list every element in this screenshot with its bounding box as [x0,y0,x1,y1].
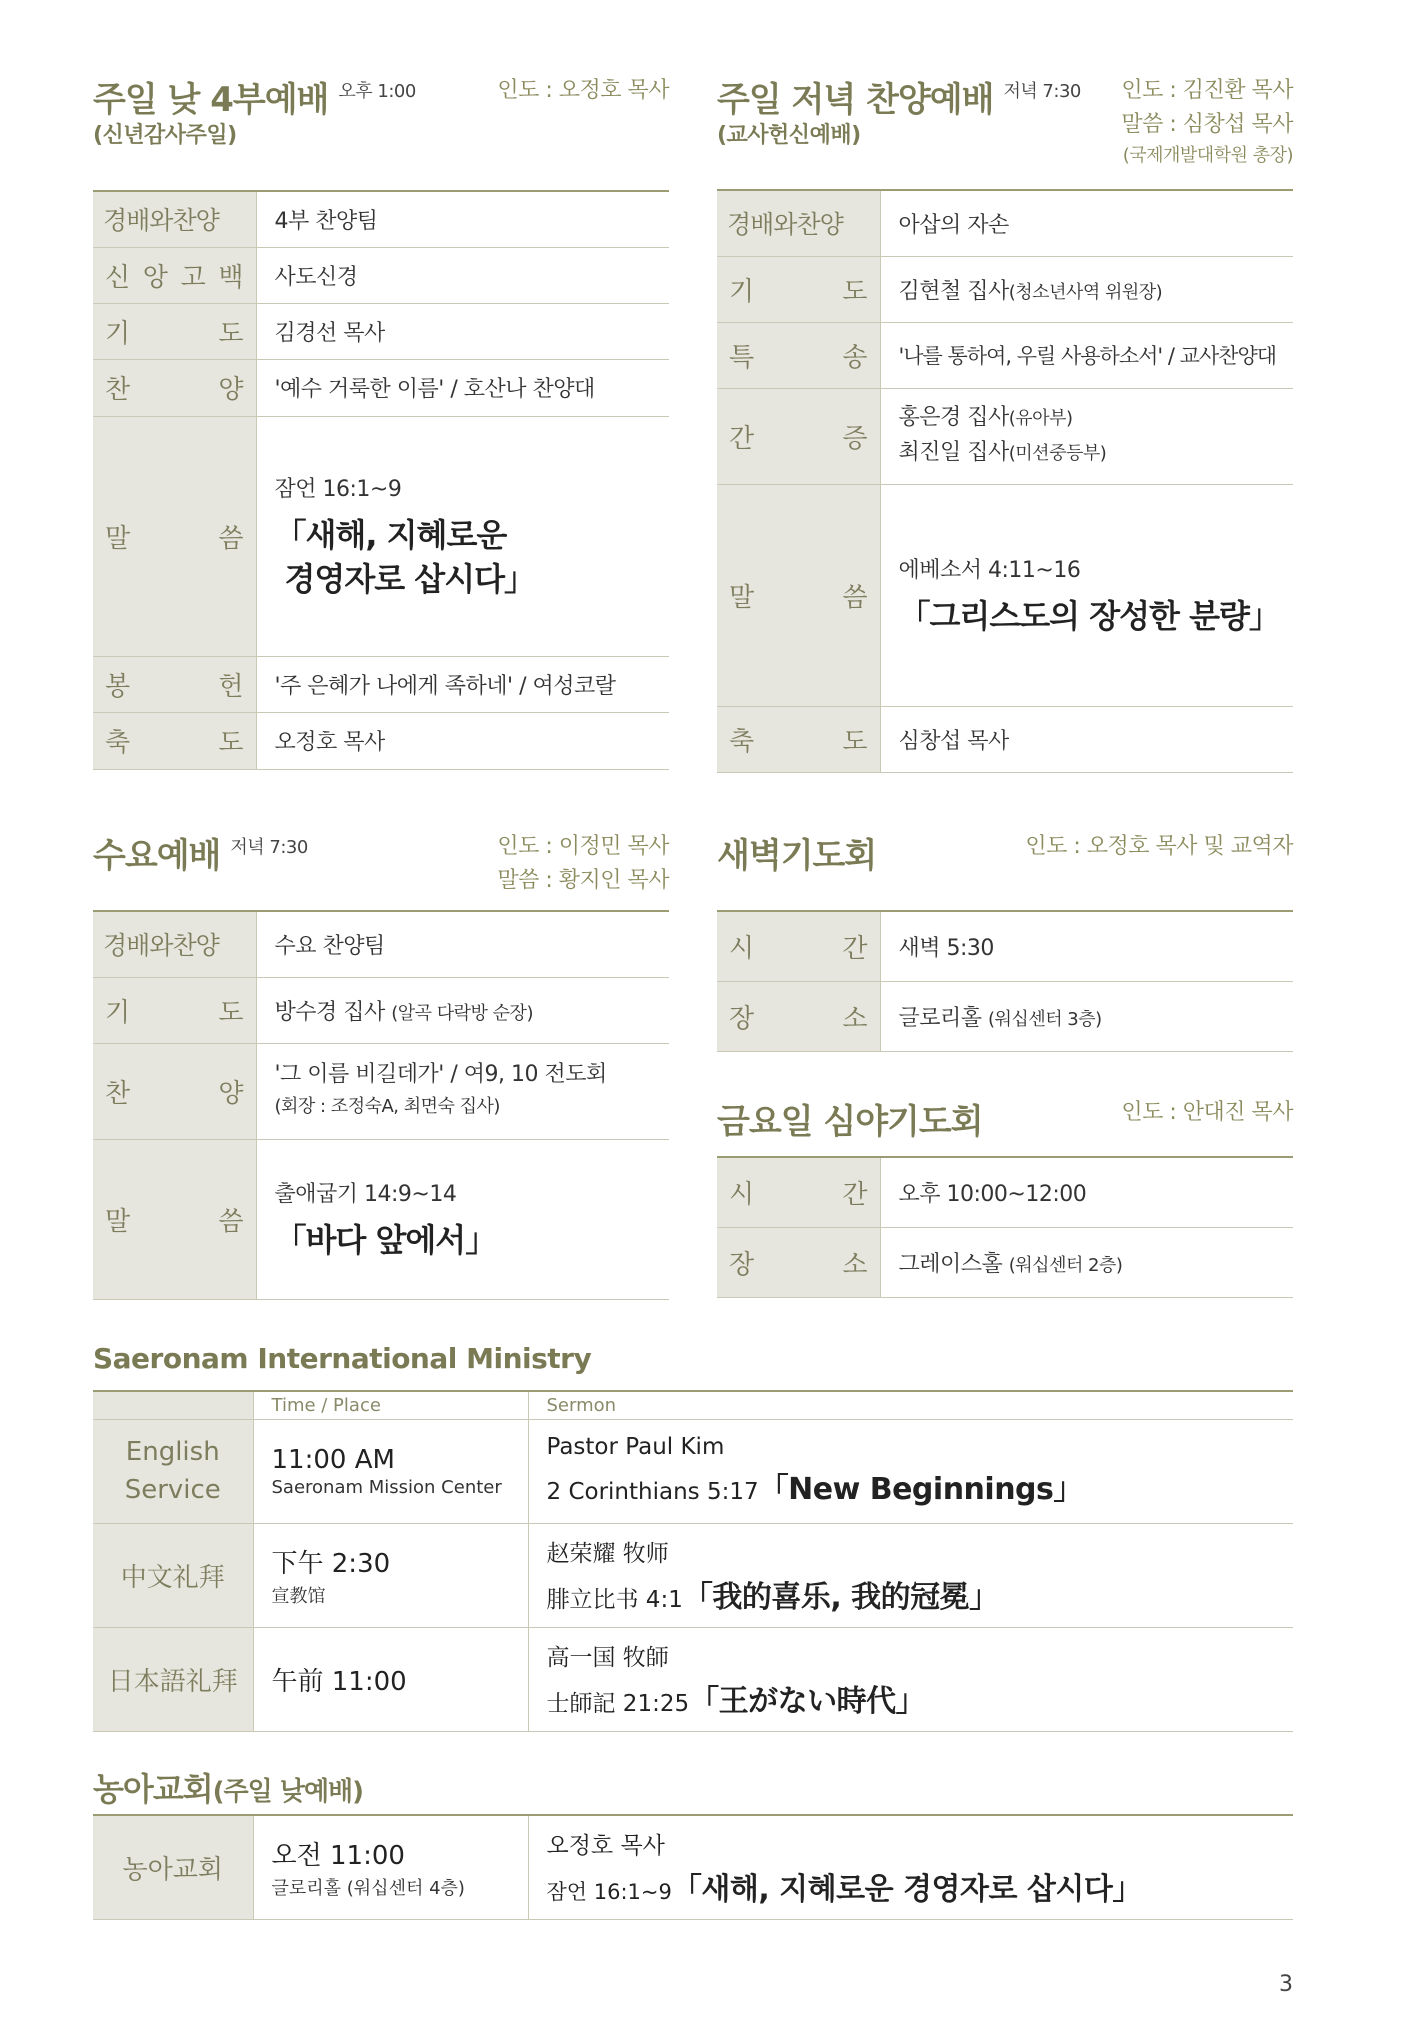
header-time-place: Time / Place [253,1391,528,1419]
row-value: 사도신경 [256,247,669,303]
section-sunday-evening-service [717,72,1293,773]
row-label: 찬 양 [93,1043,256,1139]
table-row [717,1157,1293,1227]
table-row [93,1815,1293,1919]
row-value: 심창섭 목사 [880,706,1293,772]
section-title: 수요예배 $^{저녁 7:30}$ [93,836,308,876]
section-title: 금요일 심야기도회 [717,1102,983,1142]
table-row [93,191,669,247]
row-label: 시 간 [717,911,880,981]
time-place-cell: 오전 11:00 글로리홀 (워십센터 4층) [253,1815,528,1919]
row-label: 축 도 [93,712,256,769]
row-value: 수요 찬양팀 [256,911,669,977]
sermon-title: 「새해, 지혜로운 [274,515,507,554]
sermon-cell: 高一国 牧師 士師記 21:25「王がない時代」 [528,1627,1293,1731]
table-header-row [93,1391,1293,1419]
table-row [93,911,669,977]
table-row [93,1627,1293,1731]
row-value: '그 이름 비길데가' / 여9, 10 전도회 (회장 : 조정숙A, 최면숙 집사) [256,1043,669,1139]
service-time: 저녁 7:30 [1003,81,1081,102]
table-row [93,1043,669,1139]
scripture-ref: 에베소서 4:11~16 [898,557,1081,583]
table-row [717,190,1293,256]
service-time: 저녁 7:30 [230,837,308,858]
section-subtitle: (신년감사주일) [93,123,237,148]
row-value: 아삽의 자손 [880,190,1293,256]
time-place-cell: 下午 2:30 宣教馆 [253,1523,528,1627]
leader-info: 인도 : 김진환 목사 말씀 : 심창섭 목사 (국제개발대학원 총장) [1121,78,1293,166]
table-row [717,981,1293,1051]
sermon-title-line2: 경영자로 삽시다」 [284,559,536,598]
table-row [93,303,669,359]
deaf-church-title: 농아교회(주일 낮예배) [93,1770,364,1808]
service-time: 오후 1:00 [338,81,416,102]
row-label: 경배와찬양 [717,190,880,256]
row-value: 방수경 집사 (알곡 다락방 순장) [256,977,669,1043]
table-row [93,1523,1293,1627]
row-label: 축 도 [717,706,880,772]
row-label: 찬 양 [93,359,256,416]
table-row [93,359,669,416]
sermon-title: 「바다 앞에서」 [274,1220,497,1259]
deaf-church-table [93,1814,1293,1920]
time-place-cell: 午前 11:00 [253,1627,528,1731]
row-label: 기 도 [717,256,880,322]
sermon-cell: Pastor Paul Kim 2 Corinthians 5:17「New Beginnings」 [528,1419,1293,1523]
service-label: 농아교회 [93,1815,253,1919]
service-label: 中文礼拜 [93,1523,253,1627]
row-label: 장 소 [717,981,880,1051]
section-title: 주일 저녁 찬양예배 $^{저녁 7:30}$ [717,80,1081,120]
scripture-ref: 출애굽기 14:9~14 [274,1181,457,1207]
header-sermon: Sermon [528,1391,1293,1419]
sermon-cell [256,416,669,656]
row-value: 그레이스홀 (워십센터 2층) [880,1227,1293,1297]
row-label: 경배와찬양 [93,191,256,247]
row-label: 기 도 [93,303,256,359]
international-ministry-table [93,1390,1293,1732]
row-value: '예수 거룩한 이름' / 호산나 찬양대 [256,359,669,416]
table-row [93,416,669,656]
section-wednesday-service [93,828,669,1300]
service-label: 日本語礼拜 [93,1627,253,1731]
table-row [93,712,669,769]
order-of-service-table [93,910,669,1300]
leader-info: 인도 : 오정호 목사 및 교역자 [1025,834,1293,859]
leader-info: 인도 : 안대진 목사 [1121,1100,1293,1125]
row-label: 말 씀 [717,484,880,706]
table-row [717,1227,1293,1297]
international-ministry-title: Saeronam International Ministry [93,1342,592,1375]
row-label: 기 도 [93,977,256,1043]
row-value: '나를 통하여, 우릴 사용하소서' / 교사찬양대 [880,322,1293,388]
row-label: 장 소 [717,1227,880,1297]
table-row [93,1419,1293,1523]
row-value: 김현철 집사(청소년사역 위원장) [880,256,1293,322]
table-row [717,256,1293,322]
sermon-cell [256,1139,669,1299]
row-label: 말 씀 [93,1139,256,1299]
row-value: 4부 찬양팀 [256,191,669,247]
order-of-service-table [717,189,1293,773]
table-row [717,911,1293,981]
service-label: English Service [93,1419,253,1523]
table-row [93,656,669,712]
section-sunday-4th-service [93,72,669,770]
sermon-cell: 오정호 목사 잠언 16:1~9「새해, 지혜로운 경영자로 삽시다」 [528,1815,1293,1919]
leader-info: 인도 : 오정호 목사 [497,78,669,103]
sermon-cell: 赵荣耀 牧师 腓立比书 4:1「我的喜乐, 我的冠冕」 [528,1523,1293,1627]
row-value: 오후 10:00~12:00 [880,1157,1293,1227]
sermon-title: 「그리스도의 장성한 분량」 [898,596,1280,635]
time-place-cell: 11:00 AM Saeronam Mission Center [253,1419,528,1523]
row-label: 시 간 [717,1157,880,1227]
row-value: 홍은경 집사(유아부) 최진일 집사(미션중등부) [880,388,1293,484]
row-value: 새벽 5:30 [880,911,1293,981]
row-value: '주 은혜가 나에게 족하네' / 여성코랄 [256,656,669,712]
table-row [717,484,1293,706]
table-row [93,247,669,303]
row-label: 신 앙 고 백 [93,247,256,303]
section-title: 주일 낮 4부예배 $^{오후 1:00}$ [93,80,416,120]
row-label: 봉 헌 [93,656,256,712]
leader-info: 인도 : 이정민 목사 말씀 : 황지인 목사 [497,834,669,893]
scripture-ref: 잠언 16:1~9 [274,476,402,502]
section-dawn-prayer [717,828,1293,1052]
table-row [93,977,669,1043]
row-label: 간 증 [717,388,880,484]
table-row [93,1139,669,1299]
row-value: 오정호 목사 [256,712,669,769]
header-empty [93,1391,253,1419]
order-of-service-table [93,190,669,770]
section-friday-night-prayer [717,1094,1293,1298]
row-label: 말 씀 [93,416,256,656]
row-value: 김경선 목사 [256,303,669,359]
row-value: 글로리홀 (워십센터 3층) [880,981,1293,1051]
schedule-table [717,1156,1293,1298]
row-label: 경배와찬양 [93,911,256,977]
table-row [717,322,1293,388]
page-number: 3 [1279,1972,1293,1997]
section-title: 새벽기도회 [717,836,877,876]
table-row [717,388,1293,484]
sermon-cell [880,484,1293,706]
table-row [717,706,1293,772]
row-label: 특 송 [717,322,880,388]
schedule-table [717,910,1293,1052]
section-subtitle: (교사헌신예배) [717,123,861,148]
